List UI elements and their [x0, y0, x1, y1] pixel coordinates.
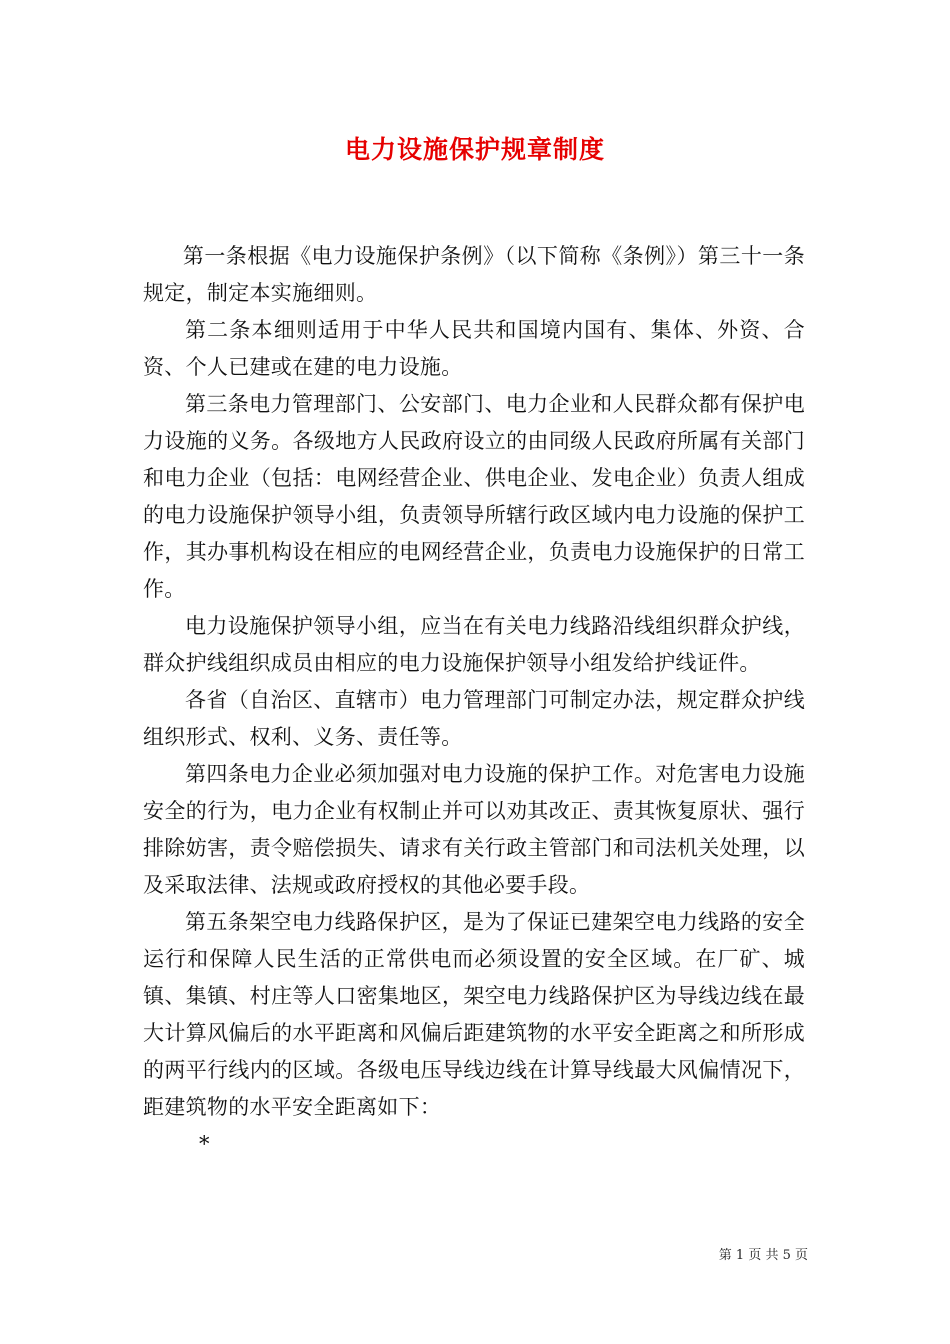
paragraph-patrol-group: 电力设施保护领导小组，应当在有关电力线路沿线组织群众护线，群众护线组织成员由相应的电力设施保护领导小组发给护线证件。 [143, 614, 805, 675]
asterisk-marker: * [199, 1132, 210, 1156]
paragraph-article-2: 第二条本细则适用于中华人民共和国境内国有、集体、外资、合资、个人已建或在建的电力设施。 [143, 318, 805, 379]
paragraph-article-1: 第一条根据《电力设施保护条例》（以下简称《条例》）第三十一条规定，制定本实施细则。 [143, 244, 805, 305]
paragraph-provincial-rules: 各省（自治区、直辖市）电力管理部门可制定办法，规定群众护线组织形式、权利、义务、责任等。 [143, 688, 805, 749]
paragraph-article-5: 第五条架空电力线路保护区，是为了保证已建架空电力线路的安全运行和保障人民生活的正常供电而必须设置的安全区域。在厂矿、城镇、集镇、村庄等人口密集地区，架空电力线路保护区为导线边线在最大计算风偏后的水平距离和风偏后距建筑物的水平安全距离之和所形成的两平行线内的区域。各级电压导线边线在计算导线最大风偏情况下，距建筑物的水平安全距离如下： [143, 910, 805, 1119]
page-title: 电力设施保护规章制度 [344, 135, 605, 164]
paragraph-article-4: 第四条电力企业必须加强对电力设施的保护工作。对危害电力设施安全的行为，电力企业有权制止并可以劝其改正、责其恢复原状、强行排除妨害，责令赔偿损失、请求有关行政主管部门和司法机关处理，以及采取法律、法规或政府授权的其他必要手段。 [143, 762, 805, 897]
paragraph-article-3: 第三条电力管理部门、公安部门、电力企业和人民群众都有保护电力设施的义务。各级地方人民政府设立的由同级人民政府所属有关部门和电力企业（包括：电网经营企业、供电企业、发电企业）负责人组成的电力设施保护领导小组，负责领导所辖行政区域内电力设施的保护工作，其办事机构设在相应的电网经营企业，负责电力设施保护的日常工作。 [143, 392, 805, 601]
document-body [143, 238, 805, 1163]
page-number-footer: 第 1 页 共 5 页 [718, 1248, 808, 1263]
